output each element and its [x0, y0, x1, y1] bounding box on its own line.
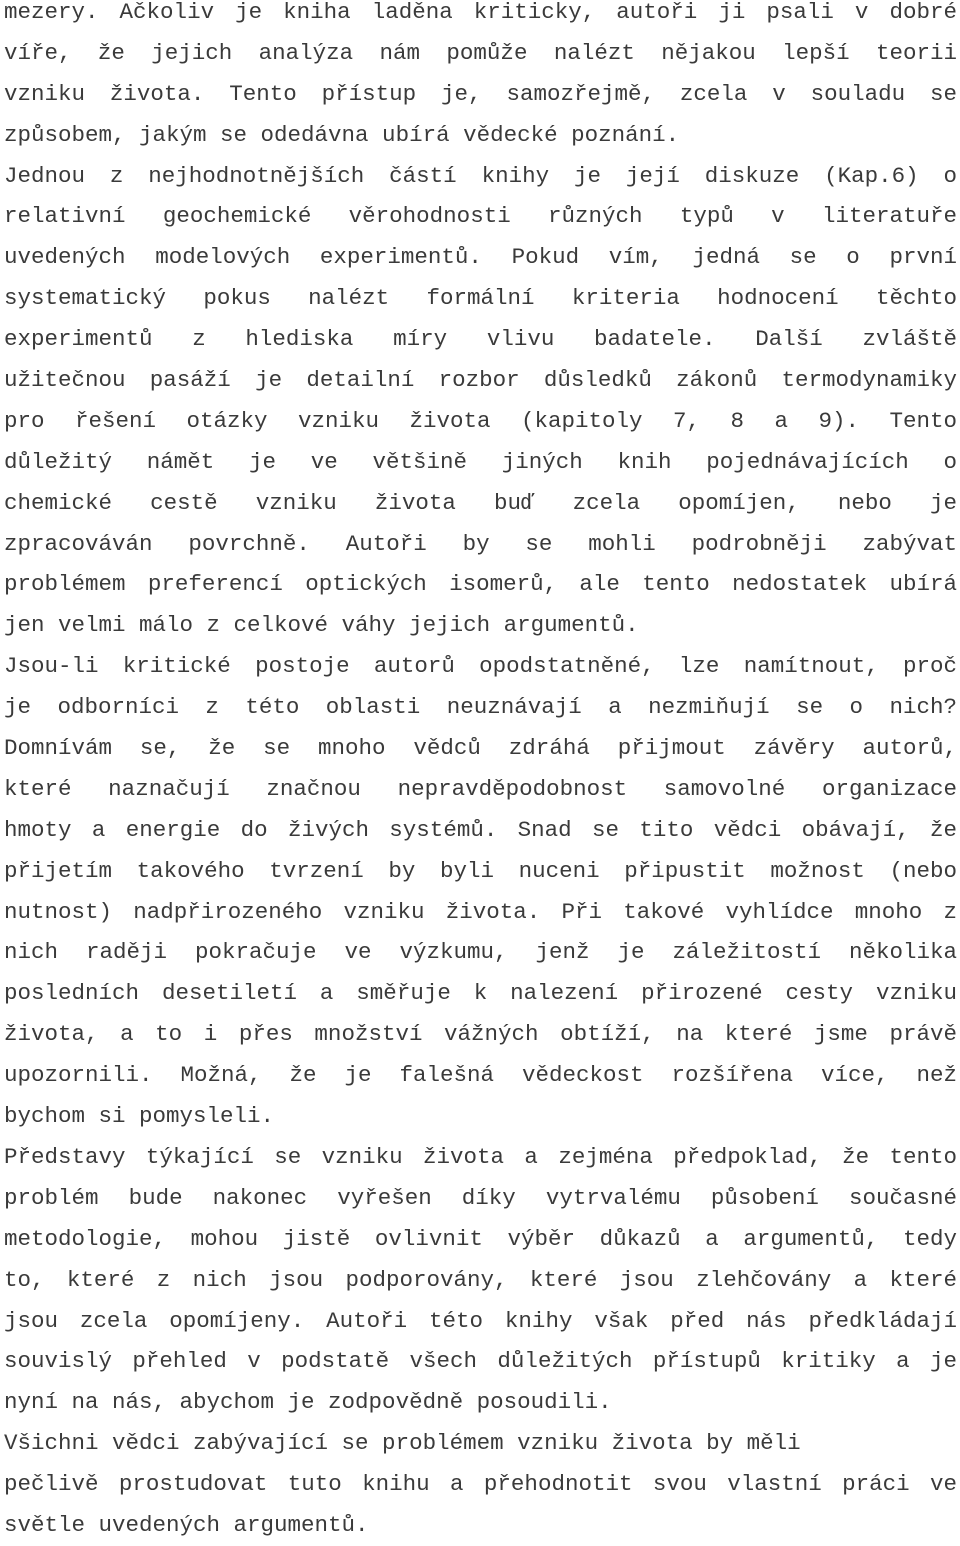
text-line: světle uvedených argumentů.: [4, 1511, 369, 1538]
text-line: užitečnou pasáží je detailní rozbor důsledků zákonů termodynamiky: [4, 367, 957, 394]
text-line: pečlivě prostudovat tuto knihu a přehodnotit svou vlastní práci ve: [4, 1471, 957, 1498]
text-line: Domnívám se, že se mnoho vědců zdráhá přijmout závěry autorů,: [4, 735, 957, 762]
text-line: posledních desetiletí a směřuje k nalezení přirozené cesty vzniku: [4, 980, 957, 1007]
text-line: přijetím takového tvrzení by byli nuceni připustit možnost (nebo: [4, 857, 957, 884]
text-line: zpracováván povrchně. Autoři by se mohli podrobněji zabývat: [4, 530, 957, 557]
text-line: mezery. Ačkoliv je kniha laděna kriticky, autoři ji psali v dobré: [4, 0, 957, 25]
text-line: chemické cestě vzniku života buď zcela opomíjen, nebo je: [4, 489, 957, 516]
text-line: relativní geochemické věrohodnosti různých typů v literatuře: [4, 203, 957, 230]
text-line: problém bude nakonec vyřešen díky vytrvalému působení současné: [4, 1184, 957, 1211]
text-line: nich raději pokračuje ve výzkumu, jenž je záležitostí několika: [4, 939, 957, 966]
text-line: života, a to i přes množství vážných obtíží, na které jsme právě: [4, 1021, 957, 1048]
text-line: je odborníci z této oblasti neuznávají a nezmiňují se o nich?: [4, 694, 957, 721]
text-line: bychom si pomysleli.: [4, 1103, 275, 1130]
text-line: metodologie, mohou jistě ovlivnit výběr důkazů a argumentů, tedy: [4, 1225, 957, 1252]
text-line: jsou zcela opomíjeny. Autoři této knihy však před nás předkládají: [4, 1307, 957, 1334]
text-line: nutnost) nadpřirozeného vzniku života. Při takové vyhlídce mnoho z: [4, 898, 957, 925]
text-line: problémem preferencí optických isomerů, ale tento nedostatek ubírá: [4, 571, 957, 598]
text-line: systematický pokus nalézt formální kriteria hodnocení těchto: [4, 285, 957, 312]
text-line: Jsou-li kritické postoje autorů opodstatněné, lze namítnout, proč: [4, 653, 957, 680]
text-line: Všichni vědci zabývající se problémem vzniku života by měli: [4, 1430, 801, 1457]
text-line: souvislý přehled v podstatě všech důležitých přístupů kritiky a je: [4, 1348, 957, 1375]
text-line: hmoty a energie do živých systémů. Snad se tito vědci obávají, že: [4, 816, 957, 843]
text-line: vzniku života. Tento přístup je, samozřejmě, zcela v souladu se: [4, 80, 957, 107]
text-line: způsobem, jakým se odedávna ubírá vědecké poznání.: [4, 121, 680, 148]
text-line: to, které z nich jsou podporovány, které jsou zlehčovány a které: [4, 1266, 957, 1293]
text-line: víře, že jejich analýza nám pomůže nalézt nějakou lepší teorii: [4, 39, 957, 66]
text-line: jen velmi málo z celkové váhy jejich argumentů.: [4, 612, 639, 639]
text-line: nyní na nás, abychom je zodpovědně posoudili.: [4, 1389, 612, 1416]
text-line: Představy týkající se vzniku života a zejména předpoklad, že tento: [4, 1143, 957, 1170]
text-line: pro řešení otázky vzniku života (kapitoly 7, 8 a 9). Tento: [4, 407, 957, 434]
text-line: Jednou z nejhodnotnějších částí knihy je její diskuze (Kap.6) o: [4, 162, 957, 189]
text-line: upozornili. Možná, že je falešná vědeckost rozšířena více, než: [4, 1062, 957, 1089]
text-line: které naznačují značnou nepravděpodobnost samovolné organizace: [4, 775, 957, 802]
text-line: uvedených modelových experimentů. Pokud vím, jedná se o první: [4, 244, 957, 271]
text-line: důležitý námět je ve většině jiných knih pojednávajících o: [4, 448, 957, 475]
text-line: experimentů z hlediska míry vlivu badatele. Další zvláště: [4, 326, 957, 353]
